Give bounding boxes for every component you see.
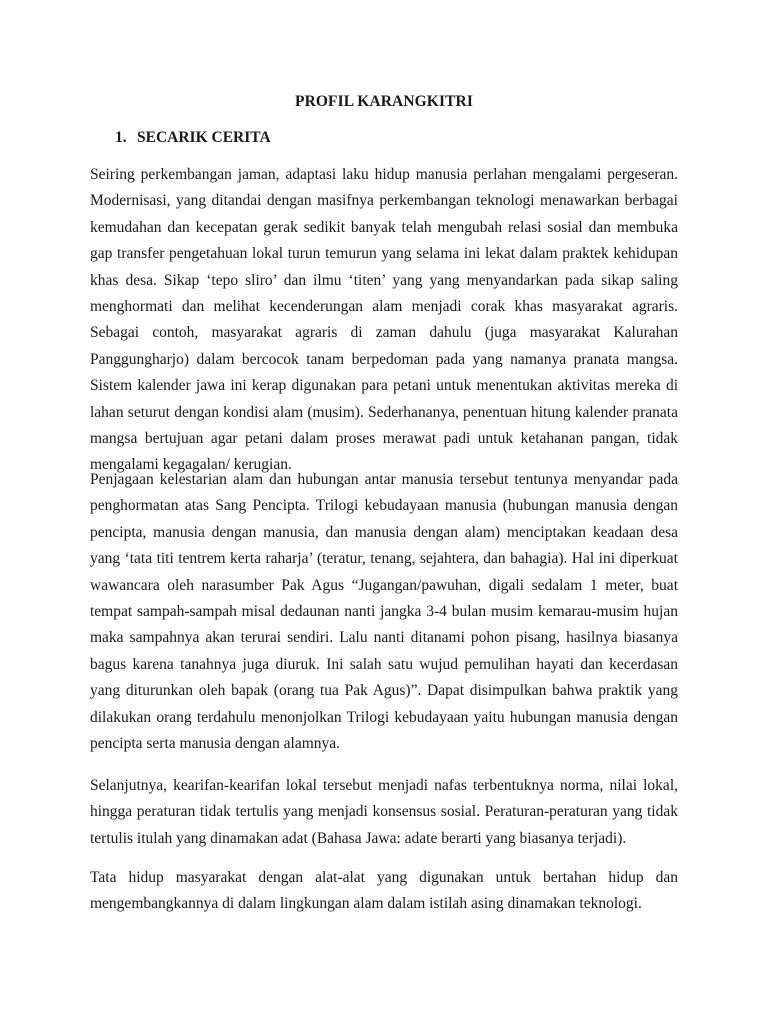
section-title: SECARIK CERITA <box>137 129 271 146</box>
paragraph: Tata hidup masyarakat dengan alat-alat yang digunakan untuk bertahan hidup dan mengembangkannya di dalam lingkungan alam dalam istilah asing dinamakan teknologi. <box>90 869 678 913</box>
paragraph: Seiring perkembangan jaman, adaptasi laku hidup manusia perlahan mengalami pergeseran. Modernisasi, yang ditandai dengan masifnya perkembangan teknologi menawarkan berbagai kemudahan dan kecepatan gerak sedikit banyak telah mengubah relasi sosial dan membuka gap transfer pengetahuan lokal turun temurun yang selama ini lekat dalam praktek kehidupan khas desa. Sikap ‘tepo sliro’ dan ilmu ‘titen’ yang yang menyandarkan pada sikap saling menghormati dan melihat kecenderungan alam menjadi corak khas masyarakat agraris. Sebagai contoh, masyarakat agraris di zaman dahulu (juga masyarakat Kalurahan Panggungharjo) dalam bercocok tanam berpedoman pada yang namanya pranata mangsa. Sistem kalender jawa ini kerap digunakan para petani untuk menentukan aktivitas mereka di lahan seturut dengan kondisi alam (musim). Sederhananya, penentuan hitung kalender pranata mangsa bertujuan agar petani dalam proses merawat padi untuk ketahanan pangan, tidak mengalami kegagalan/ kerugian. <box>90 166 678 474</box>
paragraph: Penjagaan kelestarian alam dan hubungan antar manusia tersebut tentunya menyandar pada penghormatan atas Sang Pencipta. Trilogi kebudayaan manusia (hubungan manusia dengan pencipta, manusia dengan manusia, dan manusia dengan alam) menciptakan keadaan desa yang ‘tata titi tentrem kerta raharja’ (teratur, tenang, sejahtera, dan bahagia). Hal ini diperkuat wawancara oleh narasumber Pak Agus “Jugangan/pawuhan, digali sedalam 1 meter, buat tempat sampah-sampah misal dedaunan nanti jangka 3-4 bulan musim kemarau-musim hujan maka sampahnya akan terurai sendiri. Lalu nanti ditanami pohon pisang, hasilnya biasanya bagus karena tanahnya juga diuruk. Ini salah satu wujud pemulihan hayati dan kecerdasan yang diturunkan oleh bapak (orang tua Pak Agus)”. Dapat disimpulkan bahwa praktik yang dilakukan orang terdahulu menonjolkan Trilogi kebudayaan yaitu hubungan manusia dengan pencipta serta manusia dengan alamnya. <box>90 471 678 753</box>
document-title: PROFIL KARANGKITRI <box>295 93 473 110</box>
paragraph: Selanjutnya, kearifan-kearifan lokal tersebut menjadi nafas terbentuknya norma, nilai lokal, hingga peraturan tidak tertulis yang menjadi konsensus sosial. Peraturan-peraturan yang tidak tertulis itulah yang dinamakan adat (Bahasa Jawa: adate berarti yang biasanya terjadi). <box>90 777 678 847</box>
section-number: 1. <box>115 129 127 146</box>
section-heading <box>115 129 271 147</box>
